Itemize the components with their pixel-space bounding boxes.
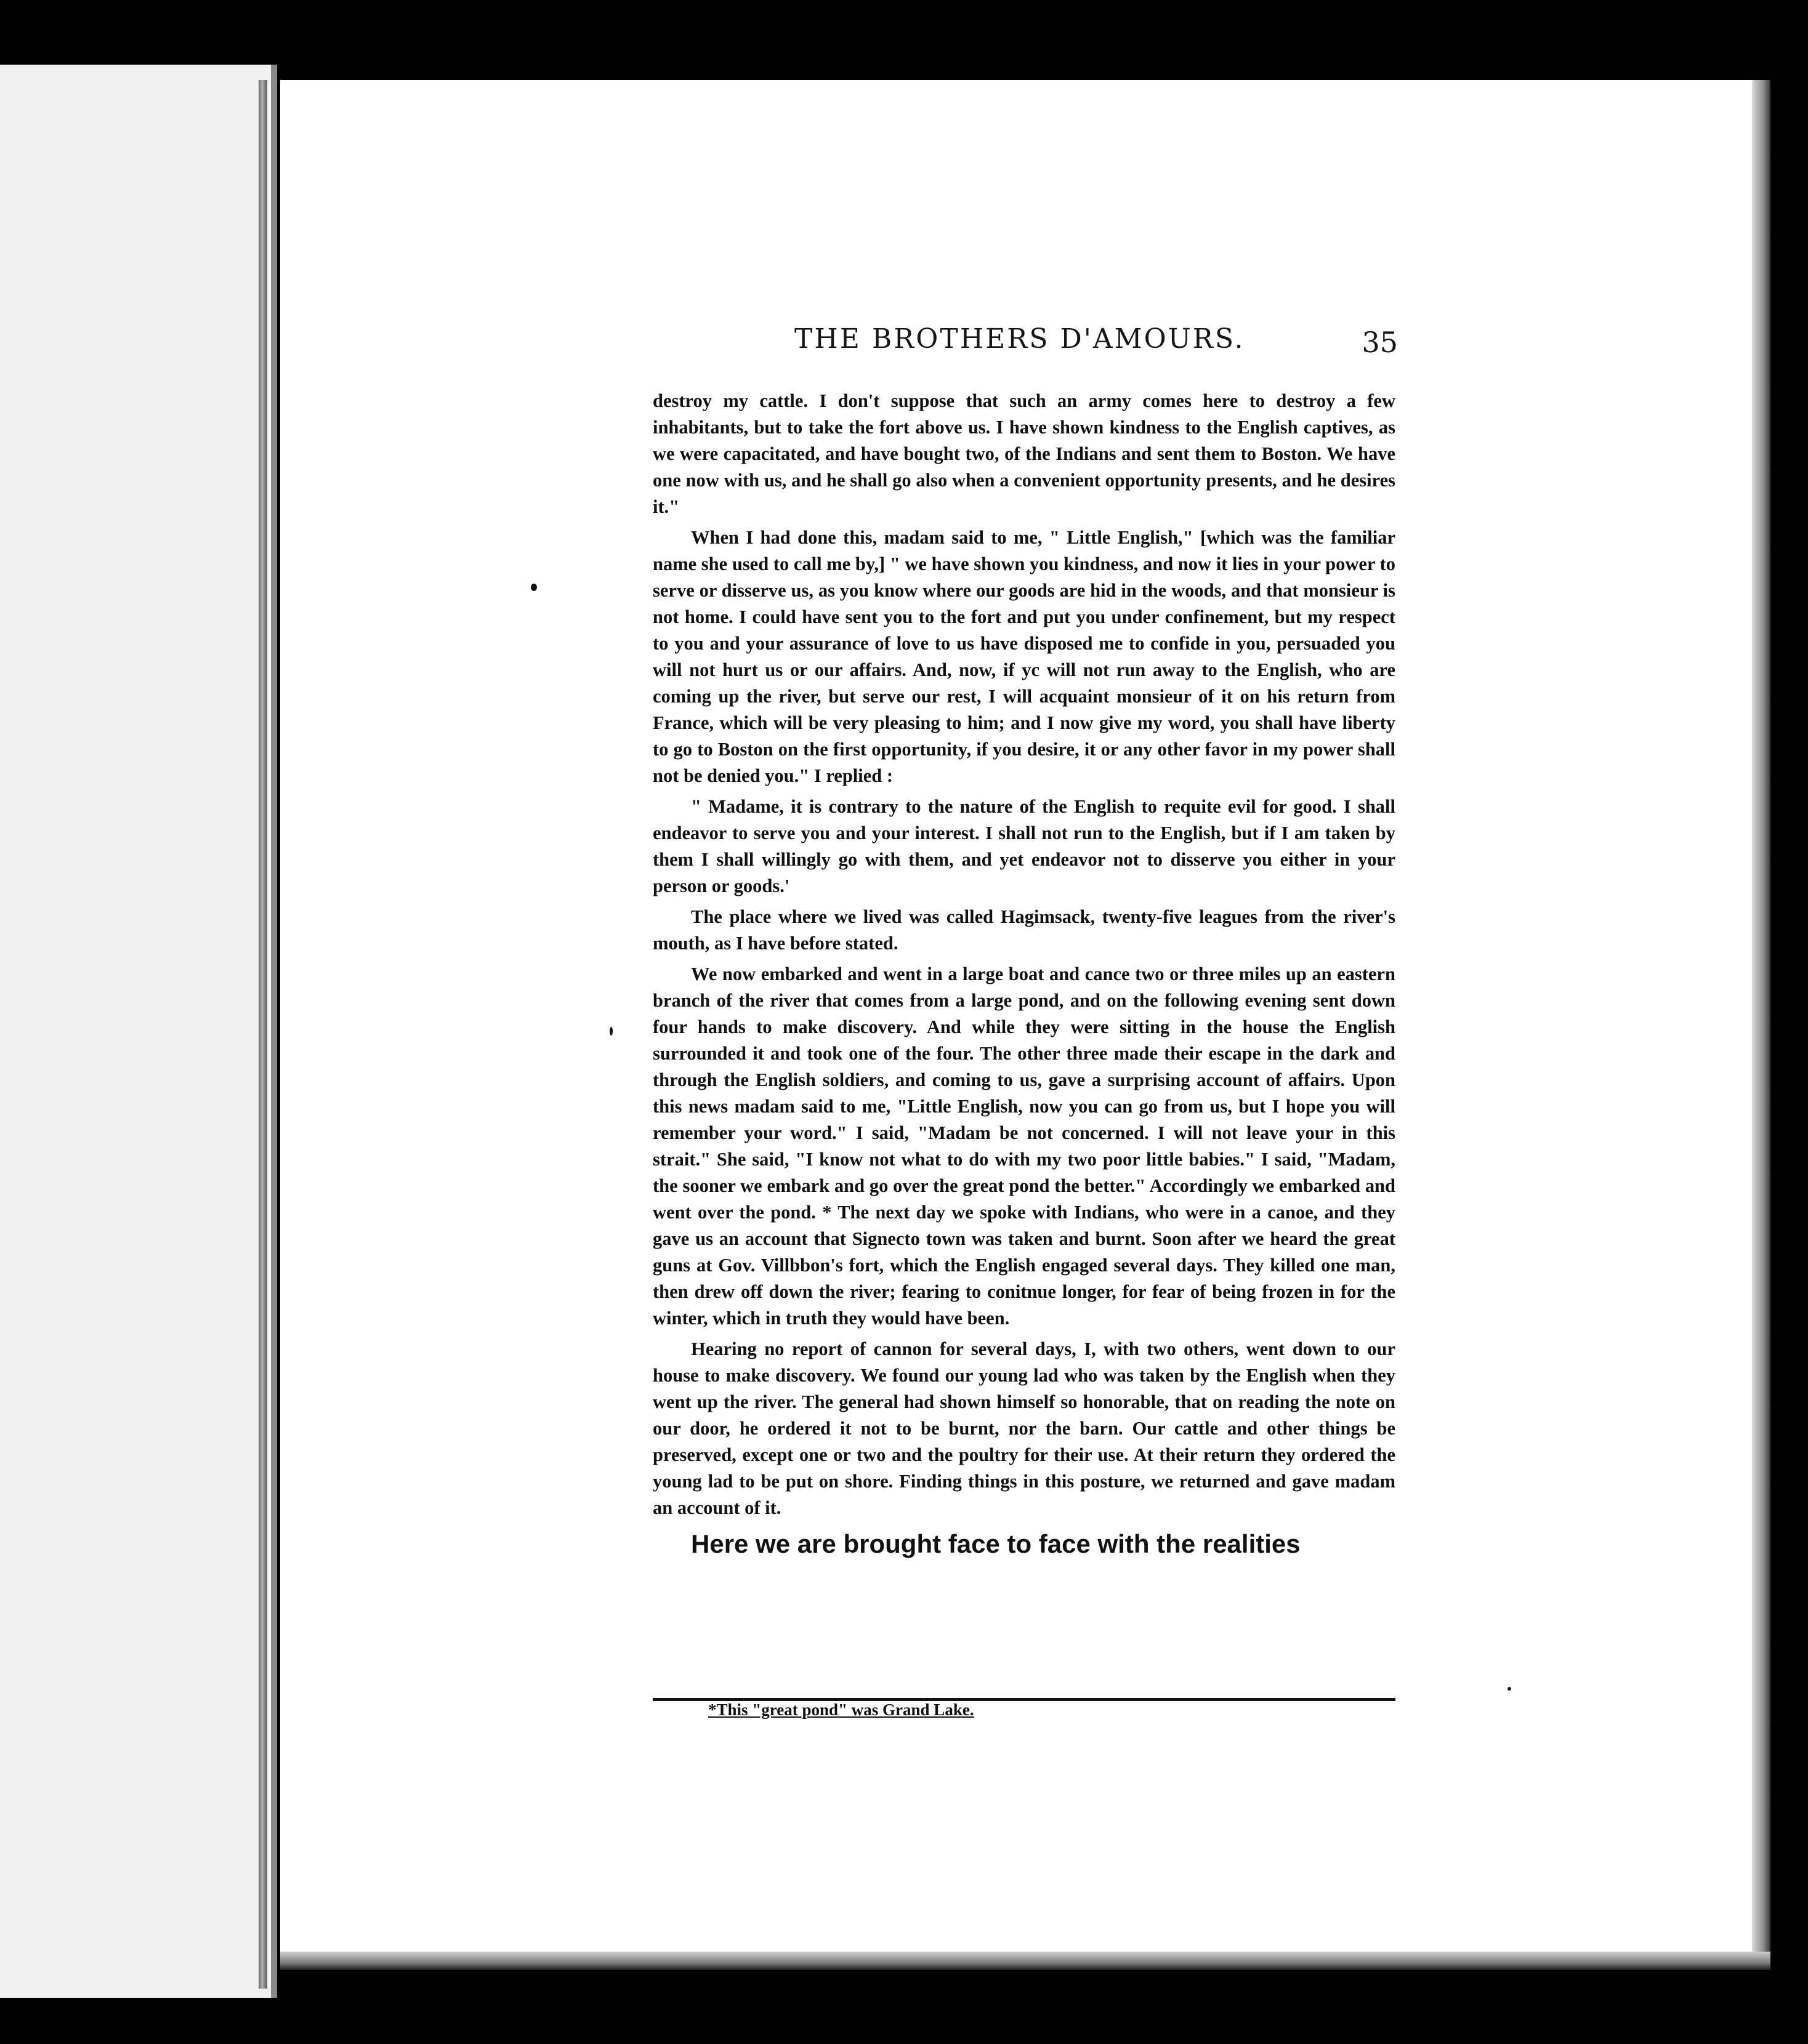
ink-speck — [1507, 1687, 1511, 1691]
page-bottom-edge — [280, 1952, 1770, 1970]
paragraph: We now embarked and went in a large boat and cance two or three miles up an eastern branch of the river that comes from a large pond, and on the following evening sent down four hands to make discovery. And while they were sitting in the house the English surrounded it and took one of the four. The other three made their escape in the dark and through the English soldiers, and coming to us, gave a surprising account of affairs. Upon this news madam said to me, "Little English, now you can go from us, but I hope you will remember your word." I said, "Madam be not concerned. I will not leave your in this strait." She said, "I know not what to do with my two poor little babies." I said, "Madam, the sooner we embark and go over the great pond the better." Accordingly we embarked and went over the pond. * The next day we spoke with Indians, who were in a canoe, and they gave us an account that Signecto town was taken and burnt. Soon after we heard the great guns at Gov. Villbbon's fort, which the English engaged several days. They killed one man, then drew off down the river; fearing to conitnue longer, for fear of being frozen in for the winter, which in truth they would have been. — [653, 964, 1395, 1329]
running-title: THE BROTHERS D'AMOURS. — [794, 323, 1245, 355]
paragraph: " Madame, it is contrary to the nature of the English to requite evil for good. I shall endeavor to serve you and your interest. I shall not run to the English, but if I am taken by them I shall willingly go with them, and yet endeavor not to disserve you either in your person or goods.' — [653, 796, 1395, 896]
page-number: 35 — [1362, 326, 1398, 359]
body-text — [653, 388, 1395, 1567]
ink-speck — [610, 1027, 613, 1036]
footnote: *This "great pond" was Grand Lake. — [708, 1700, 974, 1719]
page-header — [653, 323, 1398, 366]
lead-line: Here we are brought face to face with the realities — [691, 1529, 1301, 1558]
left-page-blank — [0, 65, 277, 1998]
paragraph: destroy my cattle. I don't suppose that such an army comes here to destroy a few inhabitants, but to take the fort above us. I have shown kindness to the English captives, as we were capacitated, and have bought two, of the Indians and sent them to Boston. We have one now with us, and he shall go also when a convenient opportunity presents, and he desires it." — [653, 390, 1395, 517]
page-right-edge — [1752, 80, 1770, 1958]
ink-speck — [531, 584, 537, 591]
book-gutter — [259, 80, 267, 1989]
paragraph: Hearing no report of cannon for several days, I, with two others, went down to our house to make discovery. We found our young lad who was taken by the English when they went up the river. The general had shown himself so honorable, that on reading the note on our door, he ordered it not to be burnt, nor the barn. Our cattle and other things be preserved, except one or two and the poultry for their use. At their return they ordered the young lad to be put on shore. Finding things in this posture, we returned and gave madam an account of it. — [653, 1338, 1395, 1518]
paragraph: When I had done this, madam said to me, " Little English," [which was the familiar name she used to call me by,] " we have shown you kindness, and now it lies in your power to serve or disserve us, as you know where our goods are hid in the woods, and that monsieur is not home. I could have sent you to the fort and put you under confinement, but my respect to you and your assurance of love to us have disposed me to confide in you, persuaded you will not hurt us or our affairs. And, now, if yc will not run away to the English, who are coming up the river, but serve our rest, I will acquaint monsieur of it on his return from France, which will be very pleasing to him; and I now give my word, you shall have liberty to go to Boston on the first opportunity, if you desire, it or any other favor in my power shall not be denied you." I replied : — [653, 527, 1395, 786]
paragraph: The place where we lived was called Hagimsack, twenty-five leagues from the river's mouth, as I have before stated. — [653, 906, 1395, 954]
